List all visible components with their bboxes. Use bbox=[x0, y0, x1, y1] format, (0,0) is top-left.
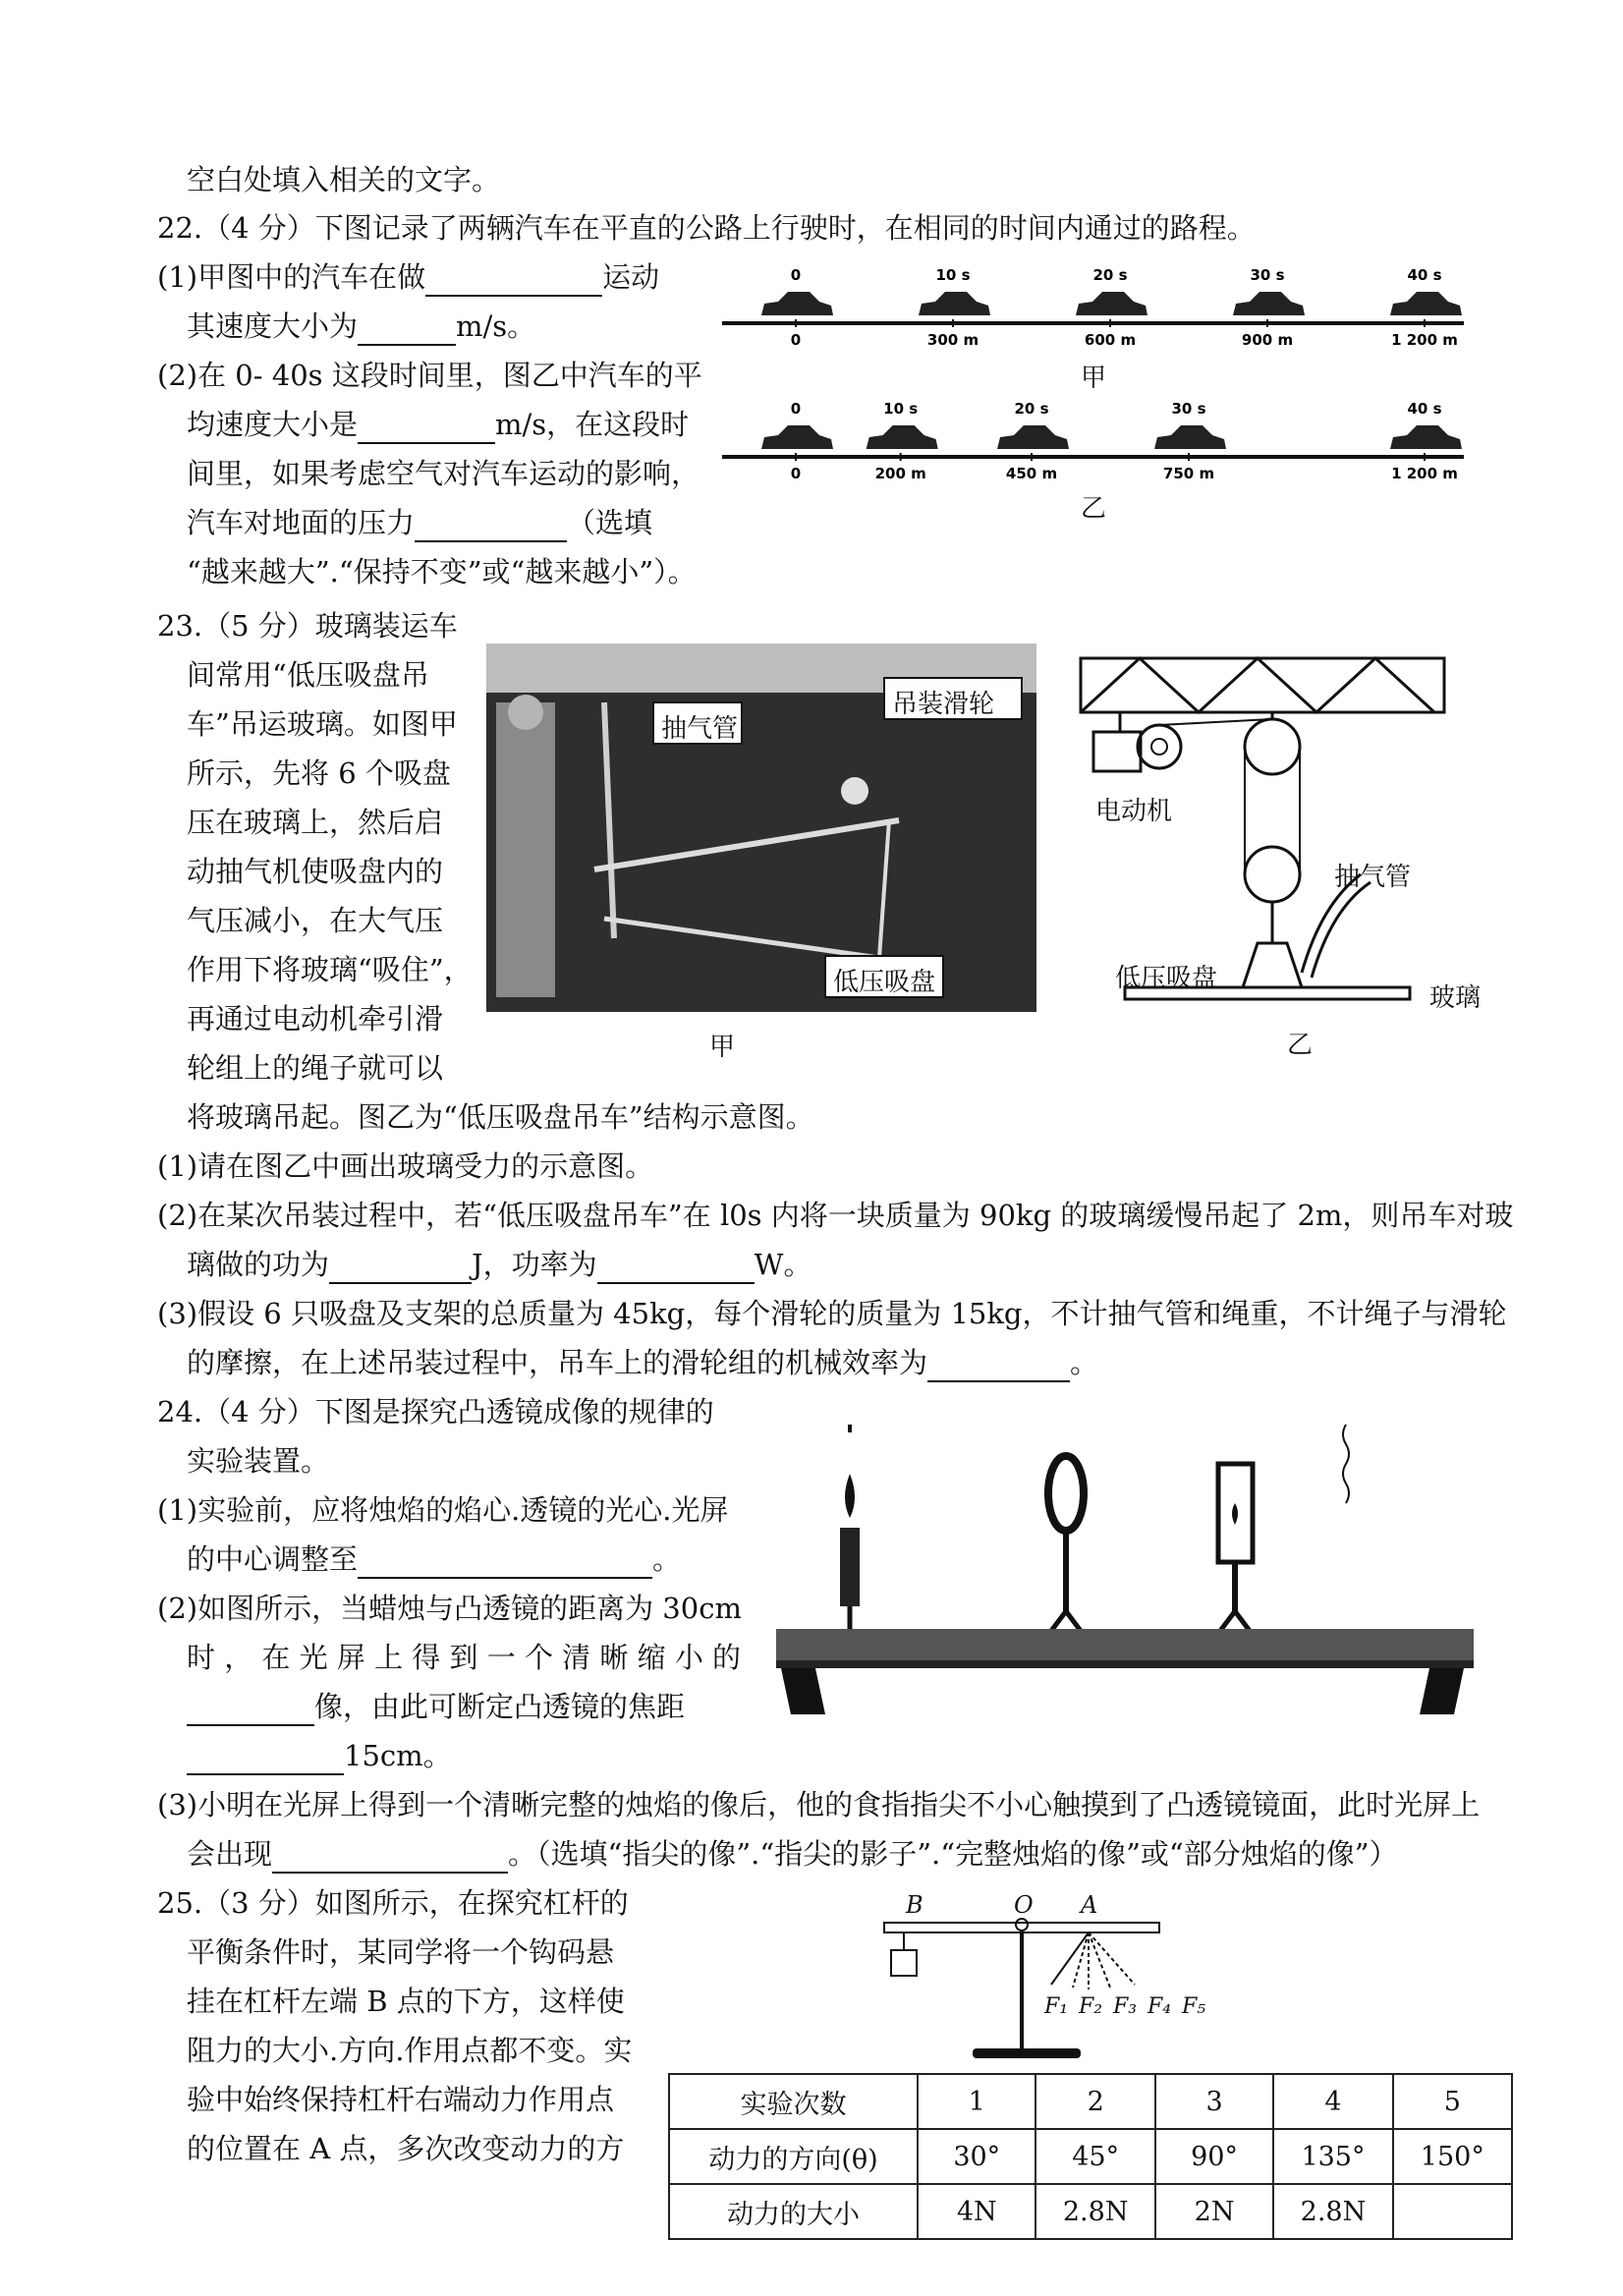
motor-box bbox=[1093, 732, 1141, 771]
table-row bbox=[669, 2074, 1512, 2129]
q24-part3-line2 bbox=[187, 1834, 1398, 1874]
q24-part2-line2: 时 ， 在 光 屏 上 得 到 一 个 清 晰 缩 小 的 bbox=[187, 1641, 742, 1674]
q25-side-line-2: 平衡条件时，某同学将一个钩码悬 bbox=[187, 1935, 615, 1969]
force-arrow-5 bbox=[1089, 1932, 1135, 1985]
q24-p3-text2: 。（选填“指尖的像”.“指尖的影子”.“完整烛焰的像”或“部分烛焰的像”） bbox=[508, 1837, 1398, 1871]
q22-fig-label-yi: 乙 bbox=[1081, 494, 1107, 524]
q23-p2-text2: J，功率为 bbox=[472, 1248, 597, 1281]
yi-time-label-1: 0 bbox=[790, 400, 802, 418]
table-cell: 30° bbox=[918, 2129, 1035, 2184]
q22-p2-text: 均速度大小是 bbox=[187, 408, 359, 441]
q23-part1: (1)请在图乙中画出玻璃受力的示意图。 bbox=[157, 1149, 654, 1183]
jia-distance-label-5: 1 200 m bbox=[1391, 331, 1458, 349]
force-label-3: F₃ bbox=[1113, 1994, 1138, 2019]
q23-side-line-7: 气压减小，在大气压 bbox=[187, 904, 444, 937]
q22-part1 bbox=[157, 257, 659, 297]
q22-blank-avg[interactable] bbox=[358, 413, 495, 444]
q24-part1-line2 bbox=[187, 1540, 681, 1579]
yi-car-1 bbox=[761, 425, 833, 449]
bench-rail bbox=[776, 1629, 1474, 1660]
q23-side-line-5: 压在玻璃上，然后启 bbox=[187, 806, 444, 839]
q22-p2-text2: m/s，在这段时 bbox=[495, 408, 690, 441]
q24-blank-focal[interactable] bbox=[187, 1744, 344, 1775]
jia-distance-label-4: 900 m bbox=[1241, 331, 1294, 349]
q24-part3: (3)小明在光屏上得到一个清晰完整的烛焰的像后，他的食指指尖不小心触摸到了凸透镜镜面，此时光屏上 bbox=[157, 1788, 1481, 1821]
table-cell: 动力的方向(θ) bbox=[669, 2129, 918, 2184]
yi-car-4 bbox=[1154, 425, 1226, 449]
lower-pulley bbox=[1245, 847, 1300, 902]
q25-side-line-1: 25.（3 分）如图所示，在探究杠杆的 bbox=[157, 1886, 629, 1920]
photo-label-sucker: 低压吸盘 bbox=[833, 968, 936, 997]
jia-car-2 bbox=[919, 292, 990, 315]
table-header-cell: 5 bbox=[1393, 2074, 1512, 2129]
q24-part2: (2)如图所示，当蜡烛与凸透镜的距离为 30cm bbox=[157, 1592, 742, 1625]
q23-side-line-10: 轮组上的绳子就可以 bbox=[187, 1051, 444, 1085]
q23-blank-power[interactable] bbox=[597, 1253, 755, 1284]
photo-label-pipe: 抽气管 bbox=[661, 714, 739, 744]
q22-part2-line3: 间里，如果考虑空气对汽车运动的影响， bbox=[187, 457, 700, 490]
force-arrow-1 bbox=[1051, 1932, 1089, 1985]
q23-p3-text: 的摩擦，在上述吊装过程中，吊车上的滑轮组的机械效率为 bbox=[187, 1346, 928, 1379]
jia-time-label-4: 30 s bbox=[1250, 267, 1285, 284]
q23-side-line-2: 间常用“低压吸盘吊 bbox=[187, 658, 429, 692]
table-header-cell: 实验次数 bbox=[669, 2074, 918, 2129]
q22-blank-pressure[interactable] bbox=[415, 511, 567, 542]
q24-p1-text: 的中心调整至 bbox=[187, 1542, 359, 1576]
q25-side-line-4: 阻力的大小.方向.作用点都不变。实 bbox=[187, 2034, 633, 2067]
q25-side-line-6: 的位置在 A 点，多次改变动力的方 bbox=[187, 2132, 625, 2165]
q23-part2: (2)在某次吊装过程中，若“低压吸盘吊车”在 l0s 内将一块质量为 90kg 的玻璃缓慢吊起了 2m，则吊车对玻 bbox=[157, 1199, 1514, 1232]
q23-part2-line2 bbox=[187, 1245, 812, 1284]
table-cell: 90° bbox=[1155, 2129, 1273, 2184]
q23-side-line-4: 所示，先将 6 个吸盘 bbox=[187, 756, 451, 790]
table-cell: 150° bbox=[1393, 2129, 1512, 2184]
force-label-5: F₅ bbox=[1182, 1994, 1206, 2019]
diagram-label-pipe: 抽气管 bbox=[1334, 863, 1412, 892]
q23-after: 将玻璃吊起。图乙为“低压吸盘吊车”结构示意图。 bbox=[187, 1100, 814, 1134]
force-arrow-4 bbox=[1089, 1932, 1110, 1988]
q24-part1: (1)实验前，应将烛焰的焰心.透镜的光心.光屏 bbox=[157, 1493, 729, 1527]
q23-photo bbox=[486, 644, 1036, 1012]
yi-time-label-4: 30 s bbox=[1171, 400, 1206, 418]
force-arrow-2 bbox=[1073, 1932, 1089, 1988]
jia-distance-label-2: 300 m bbox=[926, 331, 979, 349]
q25-side-line-5: 验中始终保持杠杆右端动力作用点 bbox=[187, 2083, 615, 2116]
q23-part3-line2 bbox=[187, 1343, 1098, 1382]
q23-fig-label-yi: 乙 bbox=[1287, 1031, 1314, 1060]
yi-distance-label-3: 450 m bbox=[1005, 465, 1058, 482]
q22-fig-label-jia: 甲 bbox=[1081, 364, 1107, 393]
q23-side-line-9: 再通过电动机牵引滑 bbox=[187, 1002, 444, 1036]
q23-p2-text: 璃做的功为 bbox=[187, 1248, 330, 1281]
sucker-shape bbox=[1243, 943, 1302, 987]
jia-car-5 bbox=[1390, 292, 1462, 315]
yi-distance-label-1: 0 bbox=[790, 465, 802, 482]
lever-label-o: O bbox=[1014, 1891, 1034, 1919]
yi-car-3 bbox=[997, 425, 1069, 449]
jia-time-label-1: 0 bbox=[790, 267, 802, 284]
q22-part2-line2 bbox=[187, 405, 689, 444]
table-cell: 2N bbox=[1155, 2184, 1273, 2239]
table-cell: 4N bbox=[918, 2184, 1035, 2239]
worker-figure bbox=[496, 702, 555, 997]
intro-line: 空白处填入相关的文字。 bbox=[187, 163, 501, 196]
q24-part2-line4 bbox=[187, 1736, 452, 1775]
table-header-cell: 3 bbox=[1155, 2074, 1273, 2129]
q23-p2-unit: W。 bbox=[754, 1248, 812, 1281]
force-label-4: F₄ bbox=[1147, 1994, 1172, 2019]
diagram-label-sucker: 低压吸盘 bbox=[1115, 964, 1218, 993]
force-label-1: F₁ bbox=[1044, 1994, 1069, 2019]
table-header-cell: 2 bbox=[1035, 2074, 1154, 2129]
lever-label-b: B bbox=[906, 1891, 923, 1919]
yi-time-label-2: 10 s bbox=[883, 400, 919, 418]
q24-blank-height[interactable] bbox=[358, 1547, 652, 1579]
q24-part2-line3 bbox=[187, 1687, 685, 1726]
upper-pulley bbox=[1245, 719, 1300, 774]
hook-weight bbox=[891, 1950, 917, 1976]
q24-blank-screen[interactable] bbox=[272, 1842, 508, 1874]
jia-car-3 bbox=[1076, 292, 1147, 315]
table-row bbox=[669, 2129, 1512, 2184]
q22-part2: (2)在 0- 40s 这段时间里，图乙中汽车的平 bbox=[157, 359, 702, 392]
q24-p2-text: 像，由此可断定凸透镜的焦距 bbox=[314, 1690, 686, 1723]
q23-side-line-8: 作用下将玻璃“吸住”， bbox=[187, 953, 473, 986]
diagram-label-motor: 电动机 bbox=[1095, 797, 1173, 826]
table-cell: 135° bbox=[1273, 2129, 1392, 2184]
diagram-label-glass: 玻璃 bbox=[1429, 983, 1482, 1013]
jia-distance-label-3: 600 m bbox=[1084, 331, 1137, 349]
jia-time-label-3: 20 s bbox=[1092, 267, 1128, 284]
yi-car-5 bbox=[1390, 425, 1462, 449]
jia-time-label-2: 10 s bbox=[935, 267, 971, 284]
q24-p2-text2: 15cm。 bbox=[344, 1739, 452, 1772]
jia-distance-label-1: 0 bbox=[790, 331, 802, 349]
q23-side-line-6: 动抽气机使吸盘内的 bbox=[187, 855, 444, 888]
q22-blank-speed[interactable] bbox=[358, 314, 456, 346]
table-cell: 动力的大小 bbox=[669, 2184, 918, 2239]
q22-p1-text: (1)甲图中的汽车在做 bbox=[157, 260, 426, 294]
q25-lever-figure bbox=[865, 1901, 1189, 2063]
table-cell: 2.8N bbox=[1035, 2184, 1154, 2239]
table-cell: 45° bbox=[1035, 2129, 1154, 2184]
yi-distance-label-5: 1 200 m bbox=[1391, 465, 1458, 482]
q22-p2-text3: 汽车对地面的压力 bbox=[187, 506, 416, 539]
q22-part2-line4 bbox=[187, 503, 652, 542]
q22-p1-text3: 其速度大小为 bbox=[187, 309, 359, 343]
q23-fig-label-jia: 甲 bbox=[709, 1033, 736, 1062]
lever-label-a: A bbox=[1081, 1891, 1098, 1919]
q23-part3: (3)假设 6 只吸盘及支架的总质量为 45kg，每个滑轮的质量为 15kg，不计抽气管和绳重，不计绳子与滑轮 bbox=[157, 1297, 1507, 1330]
table-cell[interactable] bbox=[1393, 2184, 1512, 2239]
q24-stem-line2: 实验装置。 bbox=[187, 1444, 330, 1478]
q23-p3-end: 。 bbox=[1070, 1346, 1099, 1379]
q23-side-line-3: 车”吊运玻璃。如图甲 bbox=[187, 707, 458, 741]
yi-time-label-5: 40 s bbox=[1407, 400, 1442, 418]
jia-time-label-5: 40 s bbox=[1407, 267, 1442, 284]
q24-p1-end: 。 bbox=[652, 1542, 682, 1576]
table-header-cell: 1 bbox=[918, 2074, 1035, 2129]
q22-p2-text4: （选填 bbox=[567, 506, 653, 539]
q23-side-line-1: 23.（5 分）玻璃装运车 bbox=[157, 609, 458, 643]
q22-p1-text2: 运动 bbox=[602, 260, 660, 294]
yi-car-2 bbox=[867, 425, 938, 449]
yi-distance-label-4: 750 m bbox=[1162, 465, 1215, 482]
q24-optical-bench bbox=[771, 1415, 1479, 1724]
convex-lens bbox=[1048, 1456, 1084, 1531]
q24-stem: 24.（4 分）下图是探究凸透镜成像的规律的 bbox=[157, 1395, 714, 1428]
q25-side-line-3: 挂在杠杆左端 B 点的下方，这样使 bbox=[187, 1985, 625, 2018]
candle-flame bbox=[845, 1474, 855, 1518]
q22-part1-line2 bbox=[187, 307, 535, 346]
photo-label-pulley: 吊装滑轮 bbox=[892, 690, 995, 719]
q22-p1-unit: m/s。 bbox=[456, 309, 536, 343]
candle bbox=[840, 1528, 860, 1606]
q22-stem: 22.（4 分）下图记录了两辆汽车在平直的公路上行驶时，在相同的时间内通过的路程。 bbox=[157, 211, 1256, 245]
q23-blank-efficiency[interactable] bbox=[927, 1351, 1070, 1382]
force-label-2: F₂ bbox=[1079, 1994, 1103, 2019]
q24-blank-image-type[interactable] bbox=[187, 1695, 314, 1726]
yi-distance-label-2: 200 m bbox=[874, 465, 926, 482]
table-row bbox=[669, 2184, 1512, 2239]
yi-time-label-3: 20 s bbox=[1014, 400, 1049, 418]
q22-blank-motion[interactable] bbox=[425, 265, 602, 297]
table-cell: 2.8N bbox=[1273, 2184, 1392, 2239]
q25-data-table bbox=[668, 2073, 1513, 2240]
q24-p3-text: 会出现 bbox=[187, 1837, 273, 1871]
q22-part2-line5: “越来越大”.“保持不变”或“越来越小”）。 bbox=[187, 555, 697, 588]
table-header-cell: 4 bbox=[1273, 2074, 1392, 2129]
jia-car-1 bbox=[761, 292, 833, 315]
q23-blank-work[interactable] bbox=[329, 1253, 472, 1284]
jia-car-4 bbox=[1233, 292, 1305, 315]
